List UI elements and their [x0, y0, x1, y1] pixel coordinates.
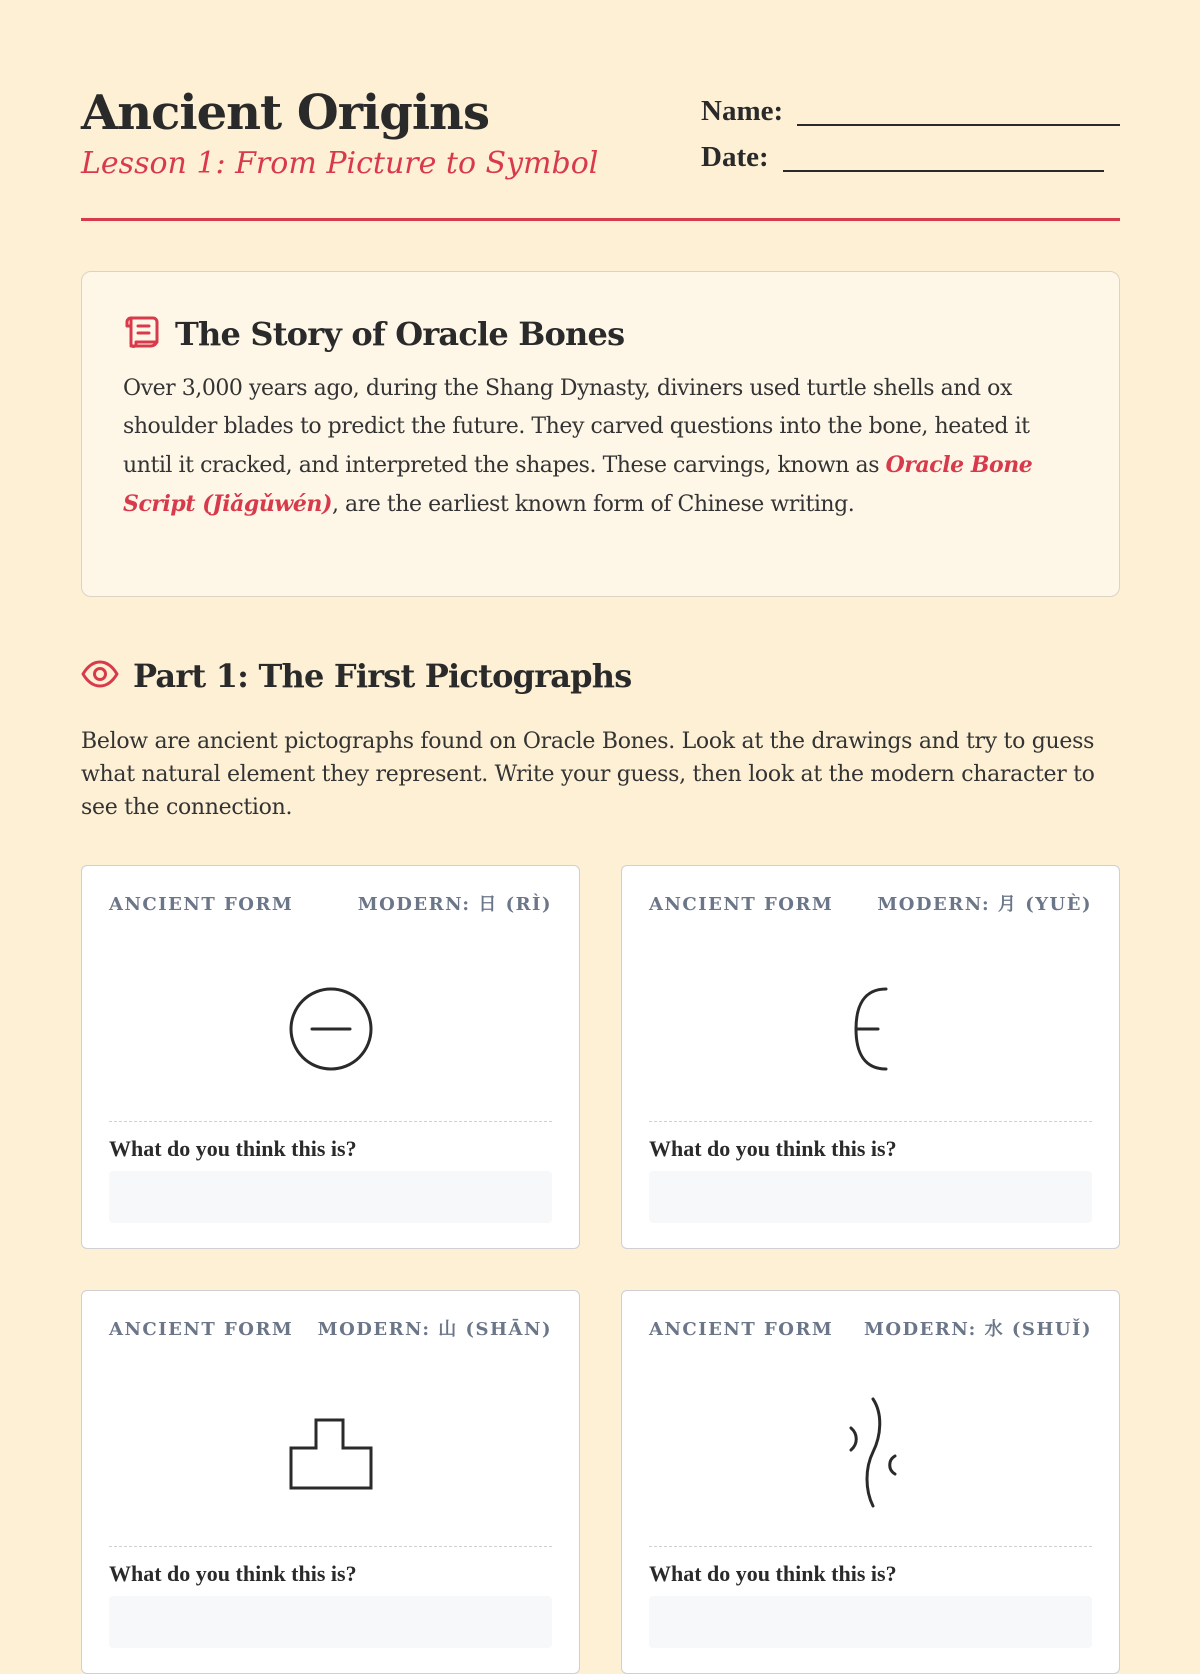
pictograph-card-moon [621, 865, 1120, 1249]
card-divider [649, 1546, 1092, 1547]
story-text-end: , are the earliest known form of Chinese writing. [331, 492, 855, 517]
eye-icon [81, 659, 119, 693]
part1-intro: Below are ancient pictographs found on Oracle Bones. Look at the drawings and try to guess what natural element they represent. Write your guess, then look at the modern character to see the connection. [81, 729, 1095, 820]
story-text [123, 370, 1079, 524]
ancient-form-label: ANCIENT FORM [109, 1319, 294, 1340]
card-labels [109, 1319, 552, 1341]
answer-input[interactable] [649, 1171, 1092, 1223]
pictograph-card-mountain [81, 1290, 580, 1674]
card-divider [109, 1121, 552, 1122]
name-line[interactable] [797, 94, 1120, 126]
worksheet-page [81, 0, 1120, 1586]
mountain-glyph-icon [82, 1379, 579, 1529]
ancient-form-label: ANCIENT FORM [649, 894, 834, 915]
worksheet-header [81, 0, 1120, 221]
story-highlight: Oracle Bone Script (Jiǎgǔwén) [123, 452, 1033, 517]
name-field-row [701, 82, 1120, 128]
answer-input[interactable] [649, 1596, 1092, 1648]
water-glyph-icon [622, 1379, 1119, 1529]
sun-glyph-icon [82, 954, 579, 1104]
modern-form-label: MODERN: 水 (SHUǏ) [863, 1319, 1092, 1340]
pictograph-card-water [621, 1290, 1120, 1674]
pictograph-card-sun [81, 865, 580, 1249]
card-labels [109, 894, 552, 916]
answer-input[interactable] [109, 1596, 552, 1648]
card-question: What do you think this is? [649, 1561, 897, 1586]
student-fields [701, 82, 1120, 174]
modern-form-label: MODERN: 日 (RÌ) [357, 894, 552, 915]
page-subtitle: Lesson 1: From Picture to Symbol [81, 146, 599, 181]
card-labels [649, 894, 1092, 916]
card-question: What do you think this is? [109, 1136, 357, 1161]
scroll-icon [123, 314, 161, 354]
story-heading-row [123, 312, 1079, 356]
card-divider [109, 1546, 552, 1547]
date-field-row [701, 128, 1120, 174]
name-label: Name: [701, 95, 784, 127]
story-heading: The Story of Oracle Bones [175, 315, 625, 353]
ancient-form-label: ANCIENT FORM [109, 894, 294, 915]
page-title: Ancient Origins [81, 85, 489, 141]
date-label: Date: [701, 141, 769, 173]
modern-form-label: MODERN: 月 (YUÈ) [877, 894, 1092, 915]
answer-input[interactable] [109, 1171, 552, 1223]
card-question: What do you think this is? [649, 1136, 897, 1161]
story-text-intro: Over 3,000 years ago, during the Shang Dynasty, diviners used turtle shells and ox shoulder blades to predict the future. They carved questions into the bone, heated it until it cracked, and interpreted the shapes. These carvings, known as [123, 376, 1030, 478]
story-box [81, 271, 1120, 597]
card-divider [649, 1121, 1092, 1122]
ancient-form-label: ANCIENT FORM [649, 1319, 834, 1340]
card-labels [649, 1319, 1092, 1341]
date-line[interactable] [783, 140, 1104, 172]
card-question: What do you think this is? [109, 1561, 357, 1586]
moon-glyph-icon [622, 954, 1119, 1104]
part1-heading: Part 1: The First Pictographs [133, 657, 632, 695]
modern-form-label: MODERN: 山 (SHĀN) [317, 1319, 552, 1340]
part1-heading-row [81, 652, 631, 700]
